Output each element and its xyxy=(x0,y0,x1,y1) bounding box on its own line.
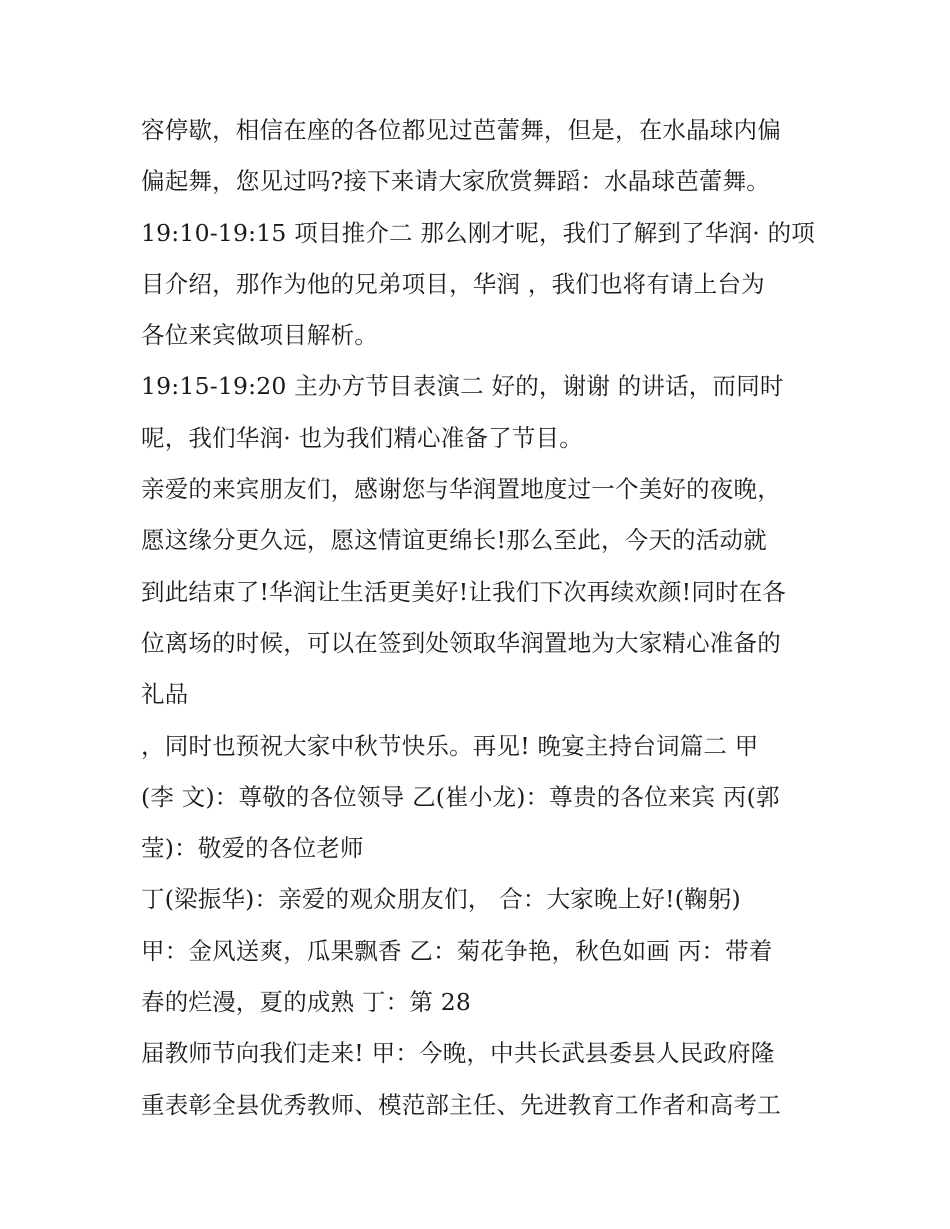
text-line: 春的烂漫，夏的成熟 丁：第 28 xyxy=(141,988,472,1017)
text-line: 目介绍，那作为他的兄弟项目，华润 ，我们也将有请上台为 xyxy=(141,269,765,298)
text-line: 愿这缘分更久远，愿这情谊更绵长!那么至此，今天的活动就 xyxy=(141,526,767,555)
text-line: 甲：金风送爽，瓜果飘香 乙：菊花争艳，秋色如画 丙：带着 xyxy=(141,936,773,965)
text-line: 到此结束了!华润让生活更美好!让我们下次再续欢颜!同时在各 xyxy=(141,577,787,606)
text-line: (李 文)：尊敬的各位领导 乙(崔小龙)：尊贵的各位来宾 丙(郭 xyxy=(141,782,780,811)
text-line: 重表彰全县优秀教师、模范部主任、先进教育工作者和高考工 xyxy=(141,1090,781,1119)
text-line: 亲爱的来宾朋友们，感谢您与华润置地度过一个美好的夜晚， xyxy=(141,475,781,504)
text-line: ，同时也预祝大家中秋节快乐。再见! 晚宴主持台词篇二 甲 xyxy=(141,731,759,760)
text-line: 届教师节向我们走来! 甲：今晚，中共长武县委县人民政府隆 xyxy=(141,1039,775,1068)
text-line: 莹)：敬爱的各位老师 xyxy=(141,834,364,863)
text-line: 容停歇，相信在座的各位都见过芭蕾舞，但是，在水晶球内偏 xyxy=(141,116,781,144)
text-line: 丁(梁振华)：亲爱的观众朋友们， 合：大家晚上好!(鞠躬) xyxy=(141,885,741,914)
text-line: 偏起舞，您见过吗?接下来请大家欣赏舞蹈：水晶球芭蕾舞。 xyxy=(141,167,770,196)
text-line: 位离场的时候，可以在签到处领取华润置地为大家精心准备的 xyxy=(141,628,781,657)
text-line: 19:10-19:15 项目推介二 那么刚才呢，我们了解到了华润· 的项 xyxy=(141,218,815,247)
text-line: 呢，我们华润· 也为我们精心准备了节目。 xyxy=(141,423,583,452)
text-line: 各位来宾做项目解析。 xyxy=(141,321,378,350)
text-line: 礼品 xyxy=(141,680,189,709)
text-line: 19:15-19:20 主办方节目表演二 好的，谢谢 的讲话，而同时 xyxy=(141,372,784,401)
document-body-text xyxy=(141,105,821,1131)
